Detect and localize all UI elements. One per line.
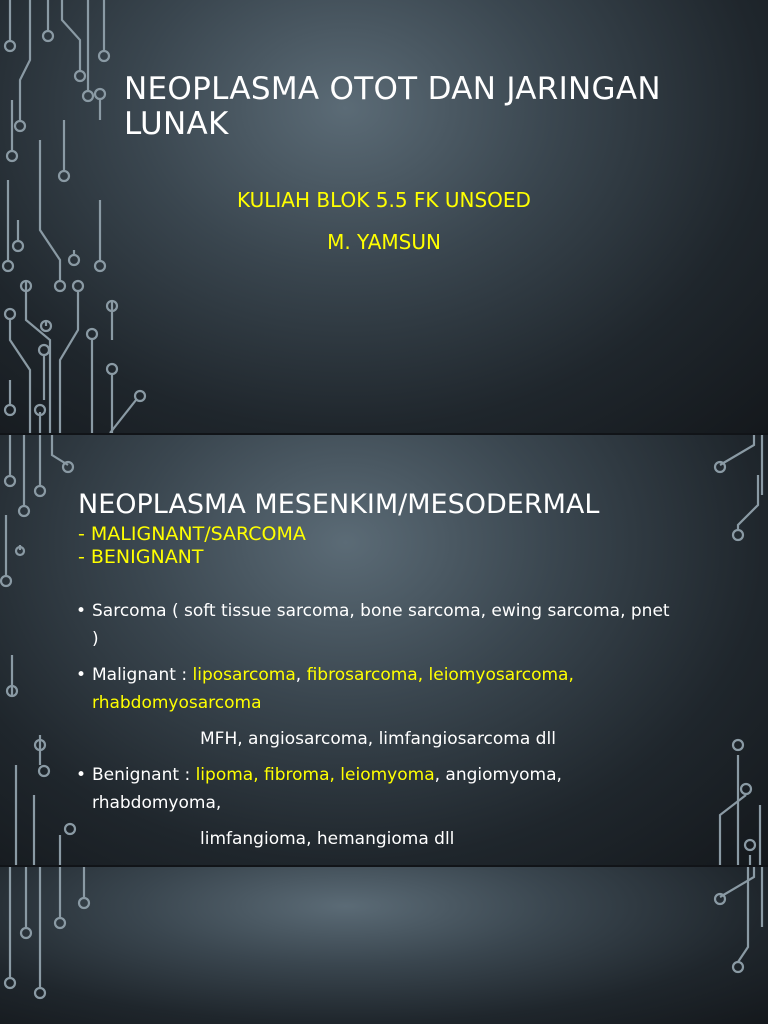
- bullet-text: , angiomyoma, rhabdomyoma,: [92, 765, 562, 813]
- list-item-continuation: limfangioma, hemangioma dll: [200, 829, 455, 849]
- bullet-icon: •: [76, 765, 87, 785]
- slide-subtitle: KULIAH BLOK 5.5 FK UNSOED: [237, 188, 531, 212]
- circuit-trace-icon: [0, 0, 150, 433]
- list-item-continuation: MFH, angiosarcoma, limfangiosarcoma dll: [200, 729, 556, 749]
- title-line-1: NEOPLASMA OTOT DAN JARINGAN: [124, 71, 661, 107]
- highlight-term: fibrosarcoma, leiomyosarcoma, rhabdomyosarcoma: [92, 665, 574, 713]
- bullet-label: Malignant :: [92, 665, 193, 685]
- category-malignant: - MALIGNANT/SARCOMA: [78, 523, 306, 545]
- bullet-label: Benignant :: [92, 765, 196, 785]
- title-line-2: LUNAK: [124, 106, 229, 142]
- list-item: [76, 761, 676, 817]
- content-slide: [0, 435, 768, 865]
- bullet-icon: •: [76, 601, 87, 621]
- bullet-list: [76, 597, 676, 861]
- slide-title: NEOPLASMA MESENKIM/MESODERMAL: [78, 489, 600, 520]
- list-item: [76, 661, 676, 717]
- slide-author: M. YAMSUN: [327, 230, 441, 254]
- circuit-trace-icon: [700, 435, 768, 865]
- separator: ,: [295, 665, 307, 685]
- bullet-text: Sarcoma ( soft tissue sarcoma, bone sarcoma, ewing sarcoma, pnet ): [92, 601, 670, 649]
- circuit-trace-icon: [0, 435, 80, 865]
- highlight-term: liposarcoma: [192, 665, 296, 685]
- category-benignant: - BENIGNANT: [78, 546, 204, 568]
- list-item: [76, 597, 676, 653]
- highlight-term: lipoma, fibroma, leiomyoma: [195, 765, 435, 785]
- circuit-trace-icon: [0, 867, 100, 1024]
- title-slide: [0, 0, 768, 433]
- slide-title: [124, 72, 744, 142]
- bullet-icon: •: [76, 665, 87, 685]
- circuit-trace-icon: [700, 867, 768, 1024]
- next-slide-partial: [0, 867, 768, 1024]
